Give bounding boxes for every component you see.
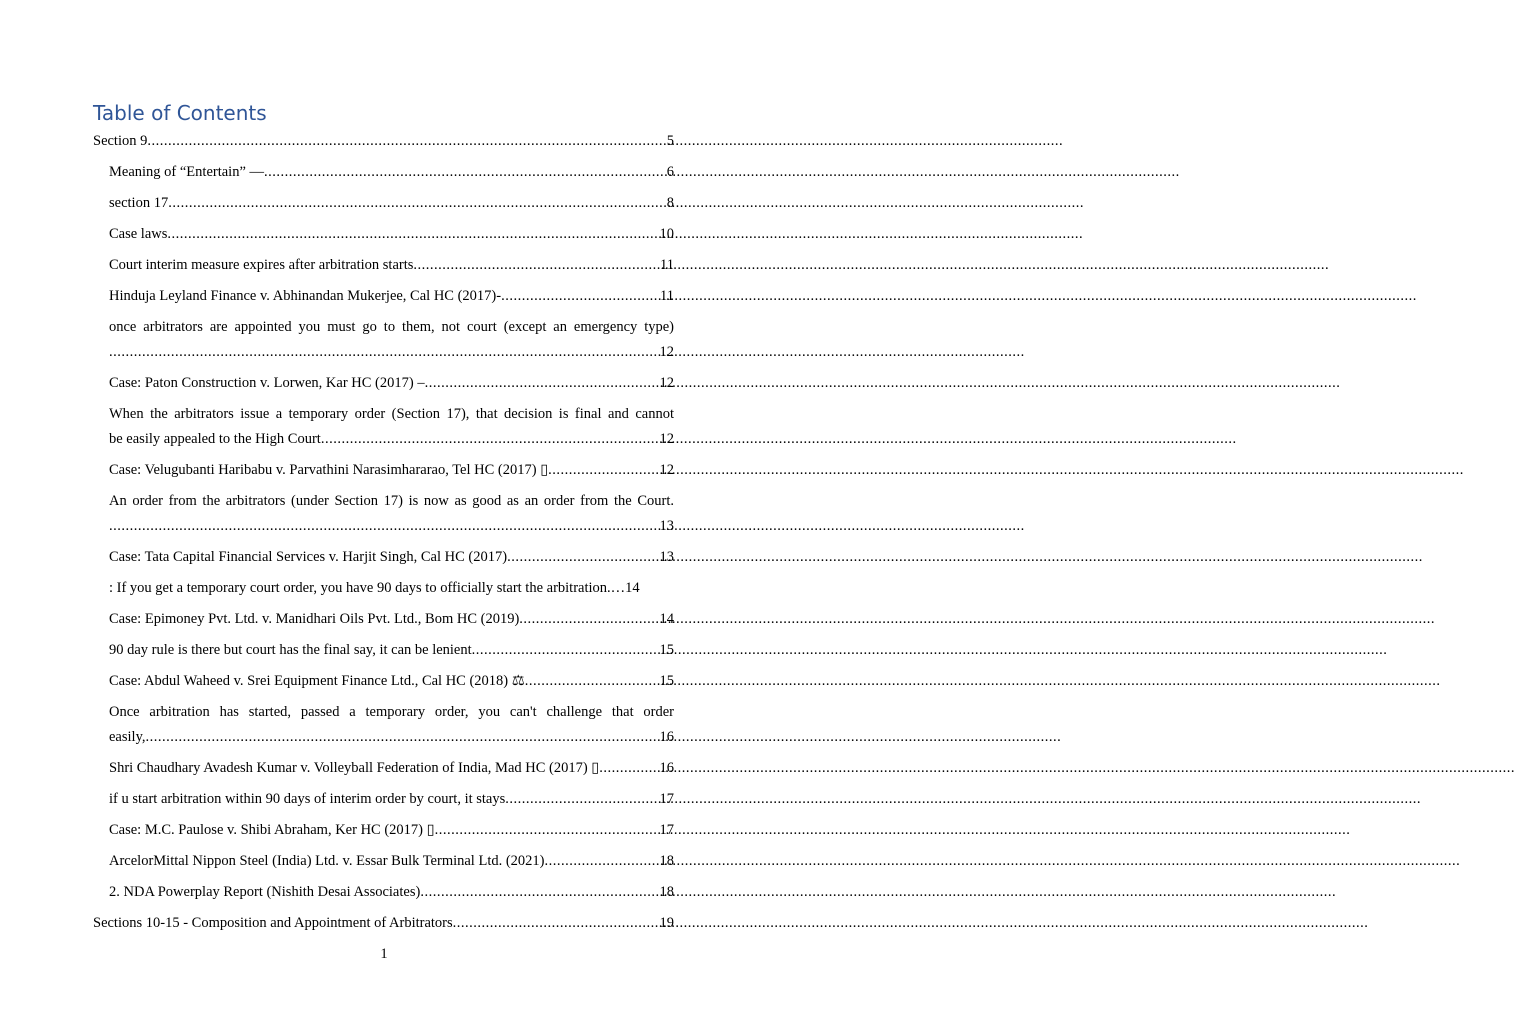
- toc-entry[interactable]: [93, 284, 674, 309]
- toc-leader: [507, 545, 659, 570]
- toc-entry-text: 90 day rule is there but court has the final say, it can be lenient: [109, 642, 472, 658]
- toc-page-number: 12: [659, 344, 674, 360]
- toc-entry[interactable]: [93, 253, 674, 278]
- toc-entry[interactable]: [93, 371, 674, 396]
- toc-entry[interactable]: [93, 756, 674, 781]
- toc-entry-text: Case: Paton Construction v. Lorwen, Kar HC (2017) –: [109, 375, 425, 391]
- toc-leader: [146, 725, 660, 750]
- toc-leader: [109, 514, 660, 539]
- toc-entry-text: Case: Abdul Waheed v. Srei Equipment Finance Ltd., Cal HC (2018) ⚖: [109, 673, 525, 689]
- toc-page-number: 11: [660, 288, 674, 304]
- toc-entry-text: section 17: [109, 195, 169, 211]
- toc-leader: [413, 253, 660, 278]
- toc-page-number: 8: [666, 195, 674, 211]
- toc-entry[interactable]: [93, 787, 674, 812]
- toc-entry-text-continued: easily,: [109, 729, 146, 745]
- toc-page-number: 17: [659, 791, 674, 807]
- toc-title: Table of Contents: [93, 101, 267, 125]
- toc-entry-text: ArcelorMittal Nippon Steel (India) Ltd. v. Essar Bulk Terminal Ltd. (2021): [109, 853, 545, 869]
- toc-entry-text: Meaning of “Entertain” —: [109, 164, 265, 180]
- toc-page-number: 16: [659, 760, 674, 776]
- toc-entry-text-continued: be easily appealed to the High Court: [109, 431, 321, 447]
- toc-leader: [167, 222, 659, 247]
- toc-entry-text: Once arbitration has started, passed a temporary order, you can't challenge that order: [109, 704, 674, 720]
- toc-page-number: 14: [659, 611, 674, 627]
- toc-leader: [548, 458, 659, 483]
- toc-page-number: 16: [659, 729, 674, 745]
- toc-entry[interactable]: [93, 489, 674, 539]
- toc-entry-text: Case: Velugubanti Haribabu v. Parvathini Narasimhararao, Tel HC (2017) ▯: [109, 462, 549, 478]
- toc-entry[interactable]: [93, 607, 674, 632]
- toc-page-number: 15: [659, 642, 674, 658]
- toc-entry-text: When the arbitrators issue a temporary order (Section 17), that decision is final and cannot: [109, 406, 674, 422]
- toc-leader: [472, 638, 660, 663]
- toc-entry[interactable]: [93, 191, 674, 216]
- toc-entry-text: Case: Tata Capital Financial Services v. Harjit Singh, Cal HC (2017): [109, 549, 508, 565]
- toc-entry-text: Section 9: [93, 133, 148, 149]
- toc-leader: [545, 849, 660, 874]
- toc-entry[interactable]: [93, 402, 674, 452]
- toc-entry[interactable]: [93, 638, 674, 663]
- toc-list: [93, 129, 674, 936]
- toc-page-number: 12: [659, 375, 674, 391]
- toc-page-number: 18: [659, 884, 674, 900]
- toc-entry-text: Case laws: [109, 226, 168, 242]
- toc-leader: [435, 818, 660, 843]
- toc-entry[interactable]: [93, 818, 674, 843]
- toc-leader: [109, 340, 660, 365]
- toc-entry[interactable]: [93, 222, 674, 247]
- toc-entry-text: Case: Epimoney Pvt. Ltd. v. Manidhari Oils Pvt. Ltd., Bom HC (2019): [109, 611, 520, 627]
- toc-leader: [525, 669, 660, 694]
- toc-page-number: 5: [666, 133, 674, 149]
- toc-entry[interactable]: [93, 576, 674, 601]
- toc-entry[interactable]: [93, 880, 674, 905]
- toc-entry[interactable]: [93, 669, 674, 694]
- toc-page-number: 13: [659, 518, 674, 534]
- toc-entry-continuation: [109, 725, 674, 750]
- toc-entry-text: 2. NDA Powerplay Report (Nishith Desai Associates): [109, 884, 421, 900]
- page-number: 1: [380, 946, 388, 962]
- toc-entry-text: if u start arbitration within 90 days of interim order by court, it stays: [109, 791, 506, 807]
- toc-entry-text: Case: M.C. Paulose v. Shibi Abraham, Ker HC (2017) ▯: [109, 822, 435, 838]
- toc-entry[interactable]: [93, 315, 674, 365]
- toc-entry[interactable]: [93, 545, 674, 570]
- toc-page-number: 11: [660, 257, 674, 273]
- toc-page-number: 10: [659, 226, 674, 242]
- toc-page-number: 15: [659, 673, 674, 689]
- toc-leader: [425, 371, 660, 396]
- toc-leader: [505, 787, 659, 812]
- toc-page-number: 12: [659, 431, 674, 447]
- toc-entry-continuation: [109, 427, 674, 452]
- toc-leader: [519, 607, 659, 632]
- toc-entry[interactable]: [93, 911, 674, 936]
- toc-entry[interactable]: [93, 129, 674, 154]
- toc-entry-text: Court interim measure expires after arbitration starts: [109, 257, 414, 273]
- toc-page-number: 18: [659, 853, 674, 869]
- toc-entry-text: An order from the arbitrators (under Section 17) is now as good as an order from the Court.: [109, 493, 674, 509]
- toc-leader: [599, 756, 659, 781]
- toc-entry-continuation: [109, 340, 674, 365]
- toc-entry-text: Sections 10-15 - Composition and Appointment of Arbitrators: [93, 915, 453, 931]
- toc-leader: [147, 129, 666, 154]
- toc-entry-text: : If you get a temporary court order, you have 90 days to officially start the arbitration.…: [109, 580, 626, 596]
- toc-leader: [264, 160, 667, 185]
- toc-leader: [501, 284, 660, 309]
- toc-page-number: 6: [666, 164, 674, 180]
- toc-entry-continuation: [109, 514, 674, 539]
- toc-page-number: 17: [659, 822, 674, 838]
- toc-entry[interactable]: [93, 700, 674, 750]
- toc-page-number: 14: [625, 580, 640, 596]
- toc-page: [93, 100, 674, 942]
- toc-entry[interactable]: [93, 160, 674, 185]
- toc-entry-text: Shri Chaudhary Avadesh Kumar v. Volleyball Federation of India, Mad HC (2017) ▯: [109, 760, 600, 776]
- toc-leader: [453, 911, 660, 936]
- toc-entry[interactable]: [93, 849, 674, 874]
- toc-leader: [168, 191, 667, 216]
- toc-page-number: 13: [659, 549, 674, 565]
- toc-page-number: 19: [659, 915, 674, 931]
- toc-page-number: 12: [659, 462, 674, 478]
- toc-leader: [321, 427, 660, 452]
- toc-entry[interactable]: [93, 458, 674, 483]
- toc-leader: [420, 880, 659, 905]
- toc-entry-text: once arbitrators are appointed you must go to them, not court (except an emergency type): [109, 319, 674, 335]
- toc-entry-text: Hinduja Leyland Finance v. Abhinandan Mukerjee, Cal HC (2017)-: [109, 288, 502, 304]
